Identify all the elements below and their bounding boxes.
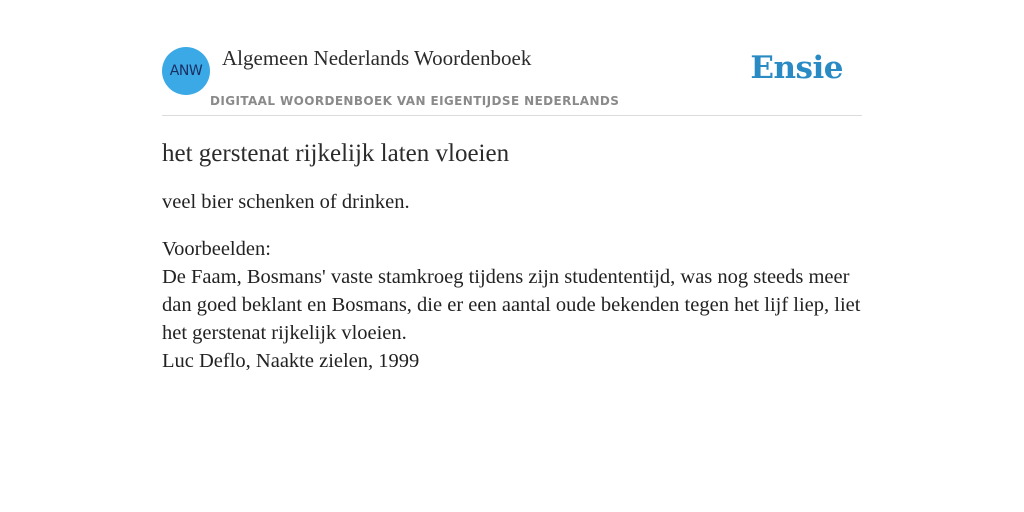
site-title[interactable]: Algemeen Nederlands Woordenboek bbox=[222, 46, 532, 70]
example-source: Luc Deflo, Naakte zielen, 1999 bbox=[162, 350, 420, 372]
examples-section bbox=[162, 235, 862, 375]
anw-logo-text: ANW bbox=[169, 63, 203, 79]
ensie-brand-link[interactable]: Ensie bbox=[750, 50, 843, 86]
examples-label: Voorbeelden: bbox=[162, 238, 271, 260]
site-header bbox=[162, 40, 862, 116]
example-text: De Faam, Bosmans' vaste stamkroeg tijdens zijn studententijd, was nog steeds meer dan goed beklant en Bosmans, die er een aantal oude bekenden tegen het lijf liep, liet het gerstenat rijkelijk vloeien. bbox=[162, 266, 861, 344]
entry-definition: veel bier schenken of drinken. bbox=[162, 191, 410, 213]
site-subtitle: DIGITAAL WOORDENBOEK VAN EIGENTIJDSE NEDERLANDS bbox=[210, 94, 620, 108]
entry-content bbox=[162, 136, 862, 375]
entry-term: het gerstenat rijkelijk laten vloeien bbox=[162, 140, 510, 167]
anw-logo[interactable] bbox=[162, 47, 210, 95]
